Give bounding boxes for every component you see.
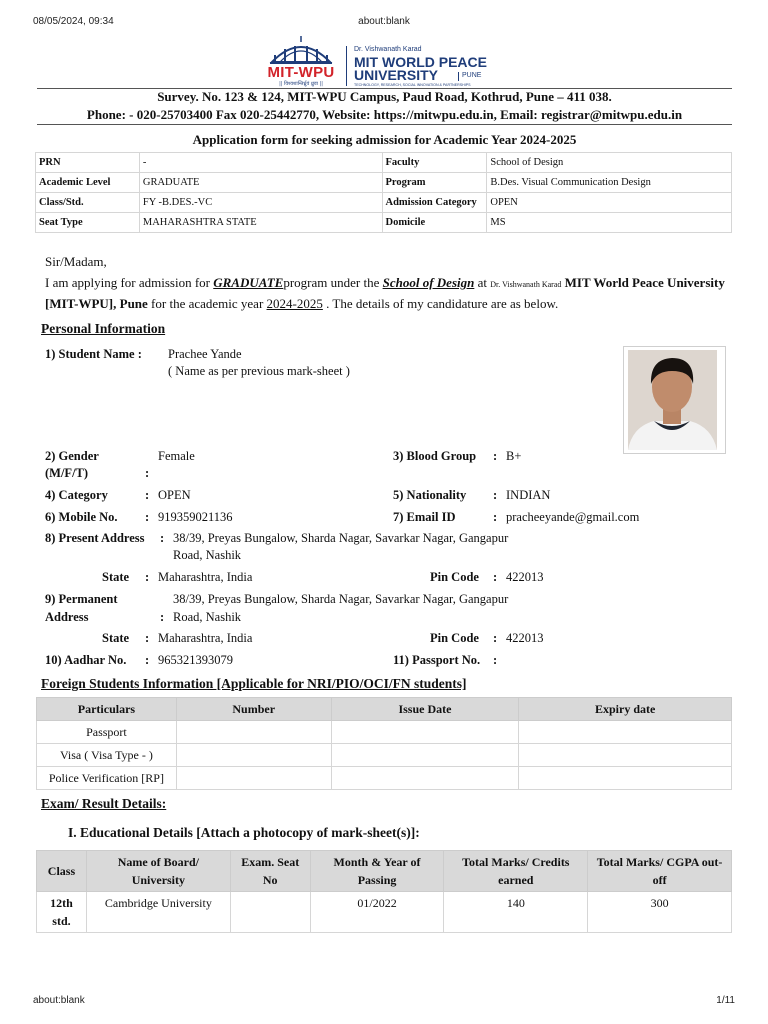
permanent-state-label: State bbox=[102, 631, 130, 645]
faculty-label: Faculty bbox=[382, 153, 487, 173]
permanent-address-line-1: 38/39, Preyas Bungalow, Sharda Nagar, Savarkar Nagar, Gangapur bbox=[173, 592, 509, 606]
logo-tagline: || विश्वशान्तिर्ध्रुवं ध्रुवा || bbox=[279, 81, 323, 87]
colon: : bbox=[493, 631, 498, 645]
table-cell: Police Verification [RP] bbox=[37, 767, 177, 790]
gender-value: Female bbox=[158, 449, 195, 463]
gender-label: 2) Gender bbox=[45, 449, 99, 463]
category-label: 4) Category bbox=[45, 488, 108, 502]
table-cell bbox=[331, 767, 519, 790]
present-pin-label: Pin Code bbox=[430, 570, 479, 584]
table-row bbox=[37, 744, 732, 767]
university-logo bbox=[256, 34, 516, 90]
print-datetime: 08/05/2024, 09:34 bbox=[33, 16, 114, 27]
admission-info-table bbox=[35, 152, 732, 233]
student-name-value: Prachee Yande bbox=[168, 347, 242, 361]
column-header: Number bbox=[176, 698, 331, 721]
nationality-label: 5) Nationality bbox=[393, 488, 467, 502]
exam-heading: Exam/ Result Details: bbox=[41, 796, 167, 811]
present-state-label: State bbox=[102, 570, 130, 584]
column-header: Particulars bbox=[37, 698, 177, 721]
table-header-row bbox=[37, 851, 732, 892]
present-address-line-2: Road, Nashik bbox=[173, 548, 242, 562]
seat-type-value: MAHARASHTRA STATE bbox=[139, 213, 382, 233]
category-value: OPEN bbox=[158, 488, 191, 502]
table-cell bbox=[176, 744, 331, 767]
print-footer-page: 1/11 bbox=[716, 995, 735, 1006]
personal-info-heading: Personal Information bbox=[41, 321, 166, 336]
colon: : bbox=[493, 510, 498, 524]
table-cell bbox=[331, 744, 519, 767]
colon: : bbox=[493, 449, 498, 463]
form-title: Application form for seeking admission for Academic Year 2024-2025 bbox=[192, 132, 577, 147]
mobile-label: 6) Mobile No. bbox=[45, 510, 118, 524]
header-bottom-rule bbox=[37, 124, 732, 125]
colon: : bbox=[145, 631, 150, 645]
table-row bbox=[36, 213, 732, 233]
letter-text: I am applying for admission for bbox=[45, 275, 214, 290]
table-row bbox=[36, 193, 732, 213]
present-address-line-1: 38/39, Preyas Bungalow, Sharda Nagar, Savarkar Nagar, Gangapur bbox=[173, 531, 509, 545]
faculty-value: School of Design bbox=[487, 153, 732, 173]
table-cell: 140 bbox=[444, 892, 588, 933]
table-row bbox=[36, 173, 732, 193]
logo-city: PUNE bbox=[462, 72, 482, 79]
foreign-students-table bbox=[36, 697, 732, 790]
table-row bbox=[36, 153, 732, 173]
prn-value: - bbox=[139, 153, 382, 173]
nationality-value: INDIAN bbox=[506, 488, 551, 502]
address-line-2: Phone: - 020-25703400 Fax 020-25442770, Website: https://mitwpu.edu.in, Email: registrar@mitwpu.edu.in bbox=[86, 107, 683, 122]
foreign-info-heading: Foreign Students Information [Applicable for NRI/PIO/OCI/FN students] bbox=[41, 676, 467, 691]
present-address-label: 8) Present Address bbox=[45, 531, 145, 545]
column-header: Name of Board/ University bbox=[86, 851, 230, 892]
logo-divider bbox=[346, 46, 347, 86]
mobile-value: 919359021136 bbox=[158, 510, 233, 524]
blood-group-value: B+ bbox=[506, 449, 522, 463]
student-photo bbox=[623, 346, 726, 454]
email-label: 7) Email ID bbox=[393, 510, 456, 524]
table-cell bbox=[331, 721, 519, 744]
print-page-title: about:blank bbox=[358, 16, 410, 27]
logo-brand: MIT-WPU bbox=[267, 64, 335, 81]
class-value: FY -B.DES.-VC bbox=[139, 193, 382, 213]
letter-university: MIT World Peace University [MIT-WPU], Pune bbox=[45, 275, 725, 311]
logo-motto: TECHNOLOGY, RESEARCH, SOCIAL INNOVATION & PARTNERSHIPS bbox=[354, 83, 471, 87]
prn-label: PRN bbox=[36, 153, 140, 173]
letter-school: School of Design bbox=[382, 275, 475, 290]
colon: : bbox=[145, 466, 150, 480]
column-header: Exam. Seat No bbox=[230, 851, 310, 892]
present-pin-value: 422013 bbox=[506, 570, 544, 584]
column-header: Issue Date bbox=[331, 698, 519, 721]
table-row bbox=[37, 892, 732, 933]
student-name-note: ( Name as per previous mark-sheet ) bbox=[168, 364, 350, 378]
table-cell bbox=[176, 767, 331, 790]
colon: : bbox=[160, 610, 165, 624]
program-value: B.Des. Visual Communication Design bbox=[487, 173, 732, 193]
present-state-value: Maharashtra, India bbox=[158, 570, 253, 584]
aadhar-label: 10) Aadhar No. bbox=[45, 653, 127, 667]
letter-year: 2024-2025 bbox=[266, 296, 323, 311]
table-cell bbox=[230, 892, 310, 933]
permanent-pin-label: Pin Code bbox=[430, 631, 479, 645]
admission-category-value: OPEN bbox=[487, 193, 732, 213]
table-cell bbox=[519, 767, 732, 790]
table-cell bbox=[519, 721, 732, 744]
student-name-label: 1) Student Name : bbox=[45, 347, 142, 361]
logo-name-line2: UNIVERSITY bbox=[354, 67, 439, 83]
permanent-address-line-2: Road, Nashik bbox=[173, 610, 242, 624]
column-header: Month & Year of Passing bbox=[310, 851, 444, 892]
colon: : bbox=[493, 570, 498, 584]
admission-category-label: Admission Category bbox=[382, 193, 487, 213]
table-cell bbox=[519, 744, 732, 767]
logo-small-divider bbox=[458, 72, 459, 81]
colon: : bbox=[145, 510, 150, 524]
logo-founder: Dr. Vishwanath Karad bbox=[354, 46, 422, 53]
table-cell: 12th std. bbox=[37, 892, 87, 933]
letter-text: for the academic year bbox=[147, 296, 267, 311]
logo-name-line1: MIT WORLD PEACE bbox=[354, 54, 487, 70]
permanent-pin-value: 422013 bbox=[506, 631, 544, 645]
academic-level-label: Academic Level bbox=[36, 173, 140, 193]
table-cell: 01/2022 bbox=[310, 892, 444, 933]
email-value: pracheeyande@gmail.com bbox=[506, 510, 640, 524]
domicile-value: MS bbox=[487, 213, 732, 233]
table-row bbox=[37, 721, 732, 744]
salutation: Sir/Madam, bbox=[45, 254, 107, 269]
letter-body bbox=[45, 273, 725, 313]
address-line-1: Survey. No. 123 & 124, MIT-WPU Campus, Paud Road, Kothrud, Pune – 411 038. bbox=[157, 89, 612, 104]
print-footer-url: about:blank bbox=[33, 995, 85, 1006]
column-header: Class bbox=[37, 851, 87, 892]
colon: : bbox=[160, 531, 165, 545]
colon: : bbox=[145, 653, 150, 667]
permanent-address-label: 9) Permanent bbox=[45, 592, 118, 606]
table-header-row bbox=[37, 698, 732, 721]
educational-details-heading: I. Educational Details [Attach a photocopy of mark-sheet(s)]: bbox=[68, 825, 420, 840]
colon: : bbox=[145, 488, 150, 502]
permanent-address-label-sub: Address bbox=[45, 610, 89, 624]
academic-level-value: GRADUATE bbox=[139, 173, 382, 193]
student-photo-image bbox=[624, 347, 725, 453]
table-cell: Passport bbox=[37, 721, 177, 744]
letter-text: . The details of my candidature are as below. bbox=[322, 296, 559, 311]
letter-level: GRADUATE bbox=[213, 275, 284, 290]
table-cell: Visa ( Visa Type - ) bbox=[37, 744, 177, 767]
letter-founder: Dr. Vishwanath Karad bbox=[490, 280, 562, 289]
domicile-label: Domicile bbox=[382, 213, 487, 233]
educational-details-table bbox=[36, 850, 732, 933]
letter-text: program under the bbox=[283, 275, 383, 290]
colon: : bbox=[493, 653, 498, 667]
gender-label-sub: (M/F/T) bbox=[45, 466, 89, 480]
table-cell: Cambridge University bbox=[86, 892, 230, 933]
blood-group-label: 3) Blood Group bbox=[393, 449, 477, 463]
table-row bbox=[37, 767, 732, 790]
table-cell bbox=[176, 721, 331, 744]
class-label: Class/Std. bbox=[36, 193, 140, 213]
colon: : bbox=[493, 488, 498, 502]
letter-text: at bbox=[474, 275, 491, 290]
column-header: Total Marks/ CGPA out-off bbox=[588, 851, 732, 892]
colon: : bbox=[145, 570, 150, 584]
program-label: Program bbox=[382, 173, 487, 193]
aadhar-value: 965321393079 bbox=[158, 653, 233, 667]
passport-label: 11) Passport No. bbox=[393, 653, 481, 667]
column-header: Total Marks/ Credits earned bbox=[444, 851, 588, 892]
column-header: Expiry date bbox=[519, 698, 732, 721]
permanent-state-value: Maharashtra, India bbox=[158, 631, 253, 645]
seat-type-label: Seat Type bbox=[36, 213, 140, 233]
table-cell: 300 bbox=[588, 892, 732, 933]
